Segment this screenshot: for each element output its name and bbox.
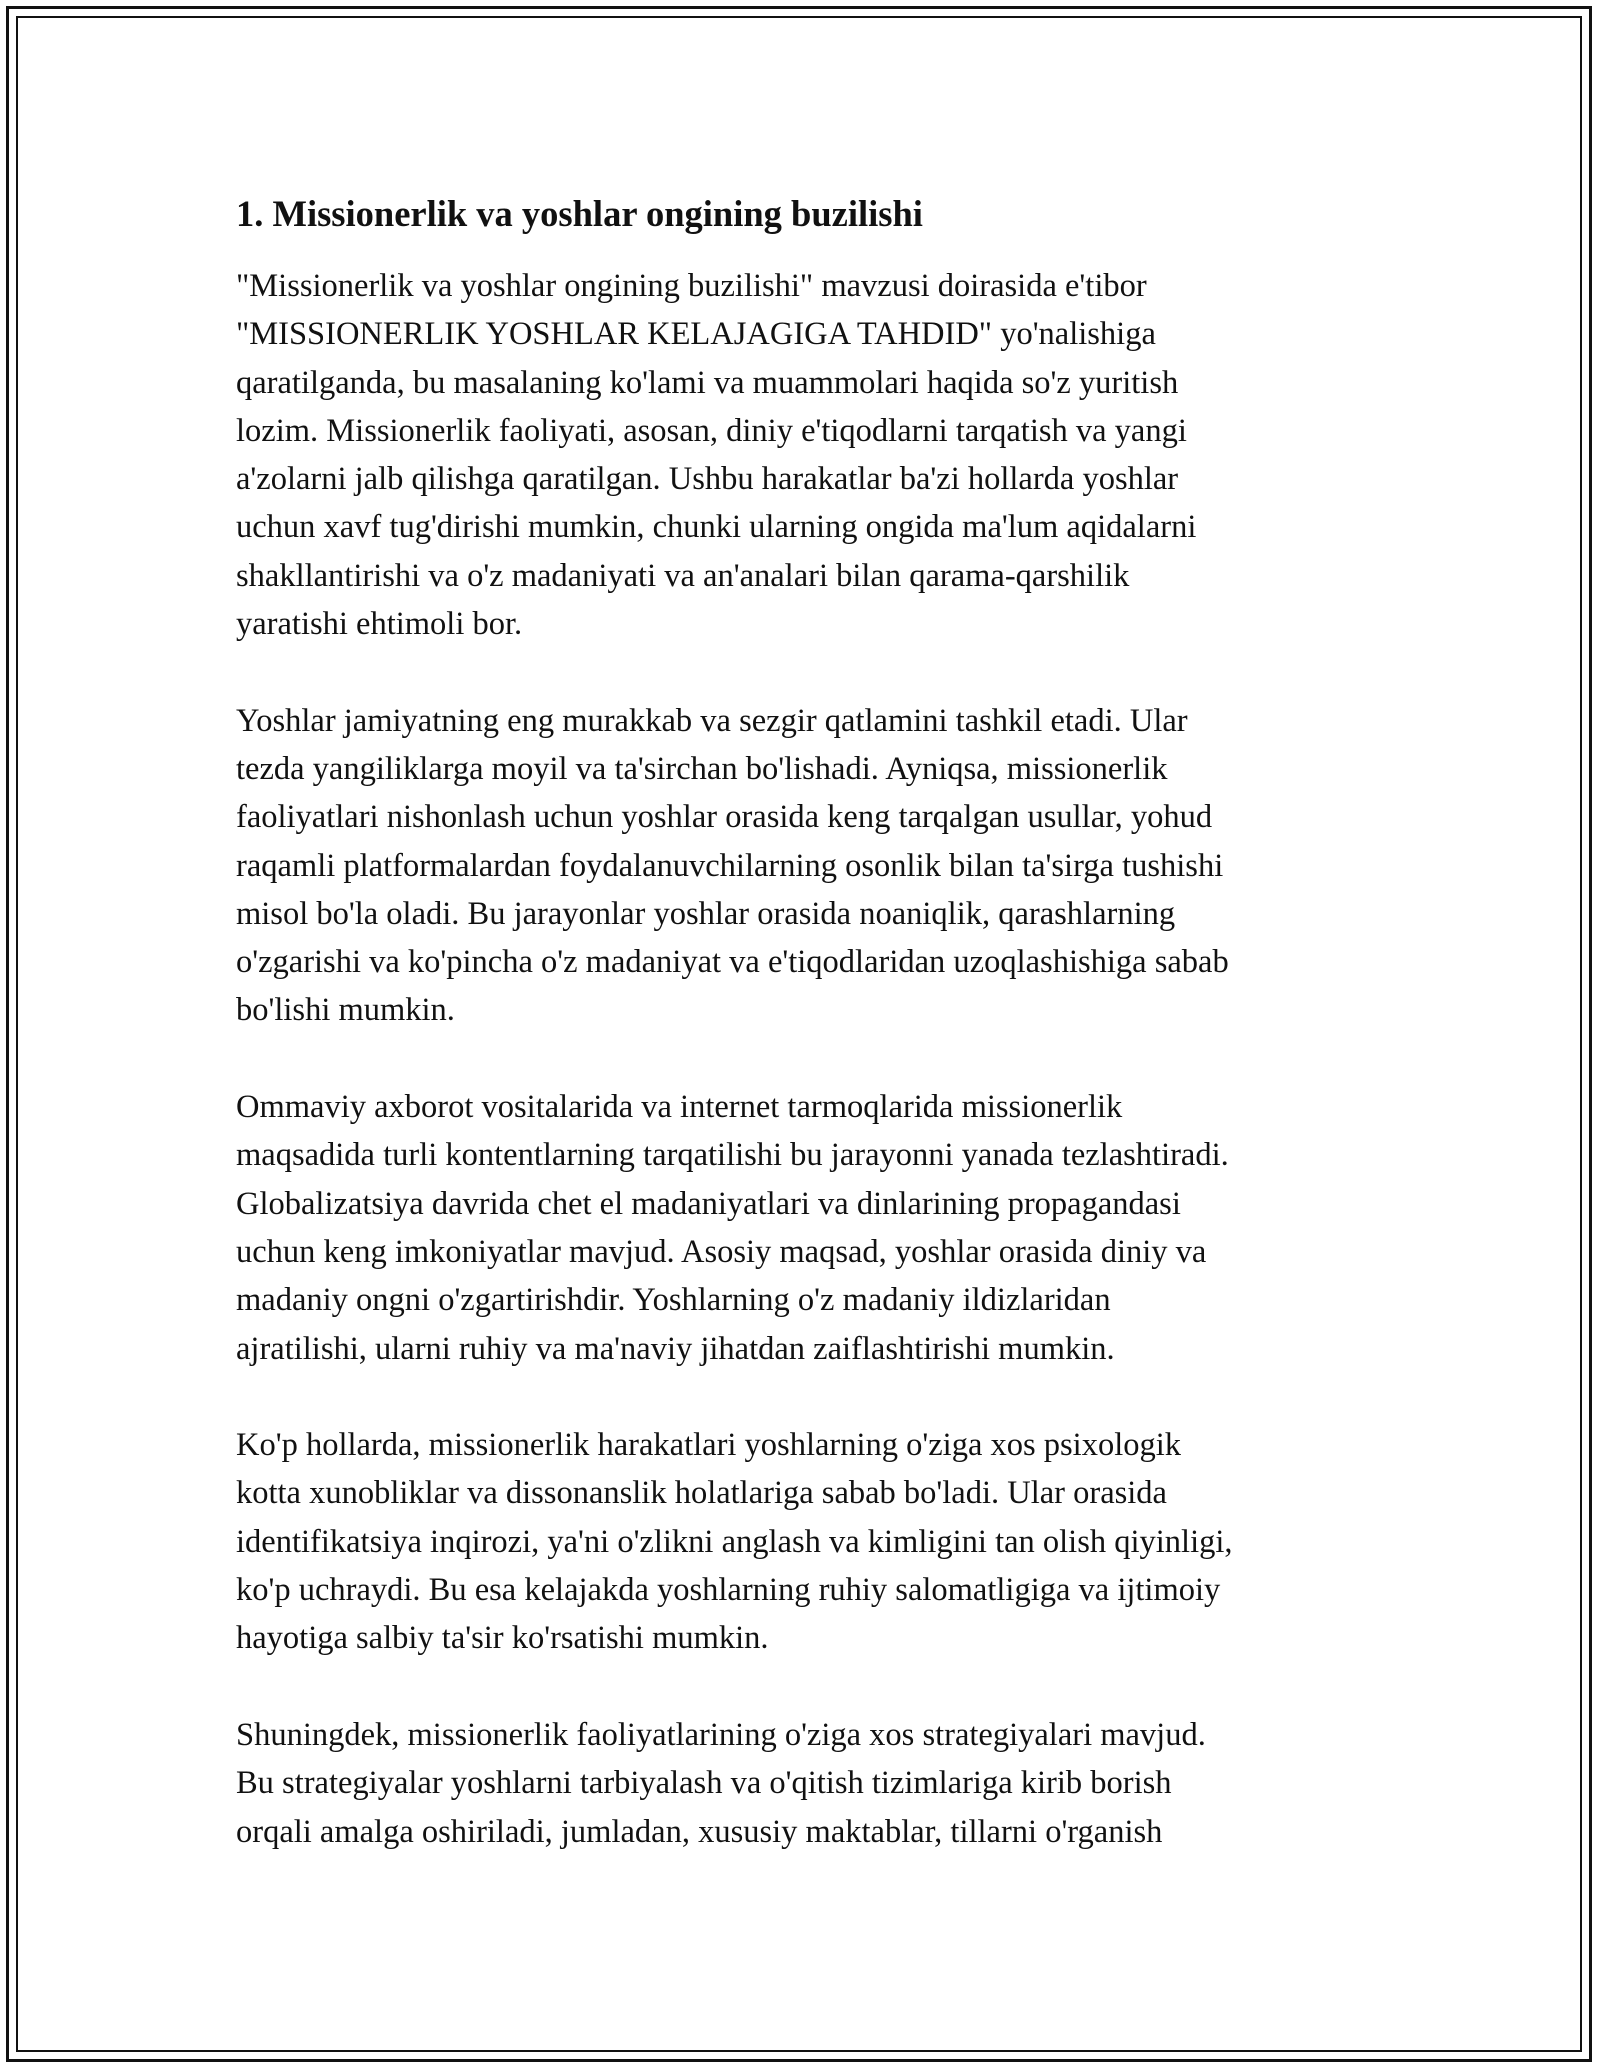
text-line: Bu strategiyalar yoshlarni tarbiyalash va o'qitish tizimlariga kirib borish [236,1765,1172,1802]
text-line: kotta xunobliklar va dissonanslik holatlariga sabab bo'ladi. Ular orasida [236,1475,1167,1512]
text-line: identifikatsiya inqirozi, ya'ni o'zlikni anglash va kimligini tan olish qiyinligi, [236,1523,1233,1560]
paragraph [236,1083,1376,1373]
text-line: o'zgarishi va ko'pincha o'z madaniyat va e'tiqodlaridan uzoqlashishiga sabab [236,944,1229,981]
text-line: qaratilganda, bu masalaning ko'lami va muammolari haqida so'z yuritish [236,364,1179,401]
text-line: ajratilishi, ularni ruhiy va ma'naviy jihatdan zaiflashtirishi mumkin. [236,1330,1115,1367]
text-line: Yoshlar jamiyatning eng murakkab va sezgir qatlamini tashkil etadi. Ular [236,702,1188,739]
text-line: misol bo'la oladi. Bu jarayonlar yoshlar orasida noaniqlik, qarashlarning [236,895,1176,932]
text-line: tezda yangiliklarga moyil va ta'sirchan bo'lishadi. Ayniqsa, missionerlik [236,750,1168,787]
text-line: Ommaviy axborot vositalarida va internet tarmoqlarida missionerlik [236,1089,1123,1126]
paragraph [236,1711,1376,1856]
paragraph [236,1421,1376,1662]
text-line: madaniy ongni o'zgartirishdir. Yoshlarning o'z madaniy ildizlaridan [236,1282,1111,1319]
text-line: "Missionerlik va yoshlar ongining buzilishi" mavzusi doirasida e'tibor [236,268,1147,304]
text-line: orqali amalga oshiriladi, jumladan, xususiy maktablar, tillarni o'rganish [236,1813,1163,1850]
text-line: faoliyatlari nishonlash uchun yoshlar orasida keng tarqalgan usullar, yohud [236,799,1213,836]
text-line: uchun keng imkoniyatlar mavjud. Asosiy maqsad, yoshlar orasida diniy va [236,1233,1207,1270]
text-line: yaratishi ehtimoli bor. [236,606,523,643]
text-line: shakllantirishi va o'z madaniyati va an'analari bilan qarama-qarshilik [236,557,1130,594]
paragraph [236,262,1376,648]
text-line: Ko'p hollarda, missionerlik harakatlari yoshlarning o'ziga xos psixologik [236,1427,1182,1464]
text-line: bo'lishi mumkin. [236,992,455,1029]
paragraph [236,697,1376,1035]
text-line: raqamli platformalardan foydalanuvchilarning osonlik bilan ta'sirga tushishi [236,847,1224,884]
section-heading: 1. Missionerlik va yoshlar ongining buzilishi [236,193,923,234]
text-line: a'zolarni jalb qilishga qaratilgan. Ushbu harakatlar ba'zi hollarda yoshlar [236,461,1179,498]
document-body [236,190,1376,1904]
text-line: Globalizatsiya davrida chet el madaniyatlari va dinlarining propagandasi [236,1185,1181,1222]
text-line: hayotiga salbiy ta'sir ko'rsatishi mumkin. [236,1620,769,1657]
text-line: uchun xavf tug'dirishi mumkin, chunki ularning ongida ma'lum aqidalarni [236,509,1197,546]
text-line: "MISSIONERLIK YOSHLAR KELAJAGIGA TAHDID" yo'nalishiga [236,316,1156,353]
text-line: maqsadida turli kontentlarning tarqatilishi bu jarayonni yanada tezlashtiradi. [236,1137,1229,1174]
text-line: lozim. Missionerlik faoliyati, asosan, diniy e'tiqodlarni tarqatish va yangi [236,412,1187,449]
text-line: Shuningdek, missionerlik faoliyatlarining o'ziga xos strategiyalari mavjud. [236,1716,1206,1753]
text-line: ko'p uchraydi. Bu esa kelajakda yoshlarning ruhiy salomatligiga va ijtimoiy [236,1572,1221,1609]
